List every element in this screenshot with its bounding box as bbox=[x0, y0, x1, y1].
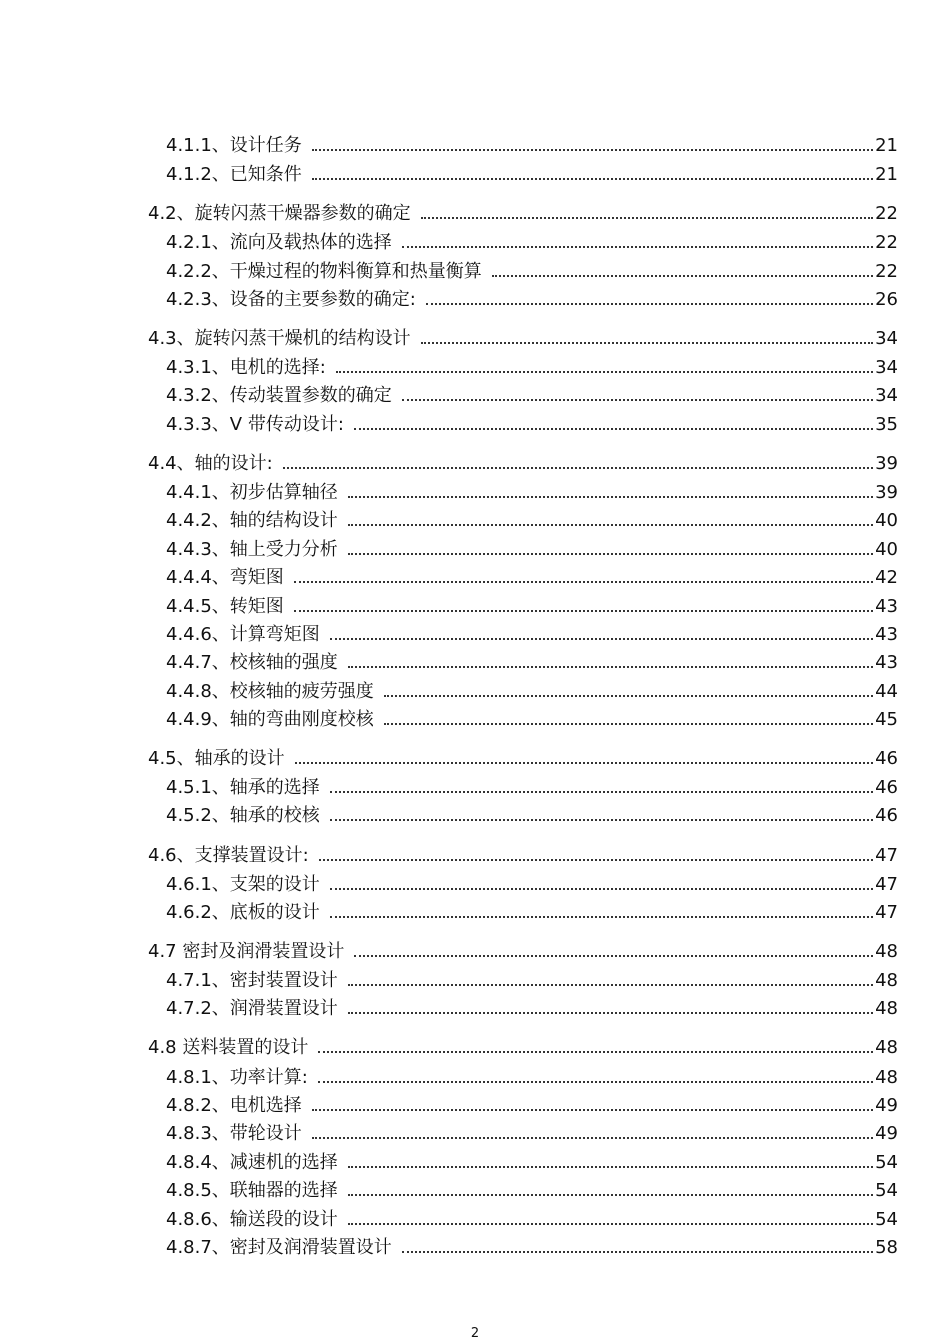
toc-entry-page: 22 bbox=[875, 203, 898, 224]
toc-entry-page: 34 bbox=[875, 385, 898, 406]
toc-entry-title: 4.3.1、电机的选择: bbox=[166, 357, 326, 378]
toc-entry bbox=[148, 940, 898, 964]
dot-leader bbox=[402, 1251, 873, 1253]
toc-entry-page: 35 bbox=[875, 414, 898, 435]
dot-leader bbox=[330, 888, 873, 890]
toc-entry-page: 39 bbox=[875, 453, 898, 474]
toc-entry bbox=[166, 356, 898, 380]
toc-entry-title: 4.3.2、传动装置参数的确定 bbox=[166, 385, 392, 406]
toc-entry bbox=[166, 260, 898, 284]
toc-entry bbox=[166, 804, 898, 828]
toc-entry bbox=[148, 452, 898, 476]
toc-entry bbox=[148, 844, 898, 868]
toc-entry-page: 54 bbox=[875, 1152, 898, 1173]
toc-entry-page: 48 bbox=[875, 998, 898, 1019]
toc-entry bbox=[166, 901, 898, 925]
dot-leader bbox=[294, 610, 873, 612]
dot-leader bbox=[348, 1194, 873, 1196]
dot-leader bbox=[421, 217, 873, 219]
toc-entry-title: 4.8.6、输送段的设计 bbox=[166, 1209, 338, 1230]
toc-entry-title: 4.7 密封及润滑装置设计 bbox=[148, 941, 345, 962]
toc-entry bbox=[166, 1236, 898, 1260]
toc-entry-title: 4.7.1、密封装置设计 bbox=[166, 970, 338, 991]
dot-leader bbox=[312, 1137, 873, 1139]
toc-entry bbox=[166, 708, 898, 732]
toc-entry bbox=[166, 134, 898, 158]
dot-leader bbox=[330, 791, 873, 793]
dot-leader bbox=[492, 275, 873, 277]
toc-entry-page: 26 bbox=[875, 289, 898, 310]
dot-leader bbox=[295, 762, 873, 764]
toc-entry-title: 4.4.5、转矩图 bbox=[166, 596, 284, 617]
toc-entry-page: 34 bbox=[875, 328, 898, 349]
dot-leader bbox=[319, 859, 873, 861]
toc-entry bbox=[166, 288, 898, 312]
dot-leader bbox=[294, 581, 873, 583]
toc-entry-page: 49 bbox=[875, 1095, 898, 1116]
toc-entry-page: 48 bbox=[875, 941, 898, 962]
dot-leader bbox=[384, 723, 873, 725]
toc-entry-page: 47 bbox=[875, 902, 898, 923]
toc-entry-title: 4.8 送料装置的设计 bbox=[148, 1037, 309, 1058]
dot-leader bbox=[421, 342, 873, 344]
toc-entry bbox=[148, 747, 898, 771]
toc-entry-title: 4.4.3、轴上受力分析 bbox=[166, 539, 338, 560]
toc-entry-title: 4.3、旋转闪蒸干燥机的结构设计 bbox=[148, 328, 411, 349]
toc-entry-page: 47 bbox=[875, 874, 898, 895]
dot-leader bbox=[348, 553, 873, 555]
toc-entry-title: 4.2.3、设备的主要参数的确定: bbox=[166, 289, 416, 310]
toc-entry-page: 21 bbox=[875, 135, 898, 156]
toc-entry-page: 43 bbox=[875, 596, 898, 617]
toc-entry bbox=[166, 384, 898, 408]
toc-entry bbox=[166, 1122, 898, 1146]
toc-entry-page: 40 bbox=[875, 539, 898, 560]
toc-entry bbox=[166, 1094, 898, 1118]
toc-entry bbox=[166, 509, 898, 533]
toc-entry-title: 4.8.1、功率计算: bbox=[166, 1067, 308, 1088]
toc-entry-page: 54 bbox=[875, 1180, 898, 1201]
toc-entry-page: 49 bbox=[875, 1123, 898, 1144]
toc-entry bbox=[166, 776, 898, 800]
toc-entry-title: 4.4.9、轴的弯曲刚度校核 bbox=[166, 709, 374, 730]
toc-entry-title: 4.2.1、流向及载热体的选择 bbox=[166, 232, 392, 253]
toc-entry-title: 4.8.7、密封及润滑装置设计 bbox=[166, 1237, 392, 1258]
toc-entry-page: 44 bbox=[875, 681, 898, 702]
toc-entry bbox=[166, 873, 898, 897]
toc-entry-page: 47 bbox=[875, 845, 898, 866]
toc-entry bbox=[166, 997, 898, 1021]
toc-entry bbox=[166, 163, 898, 187]
toc-entry-page: 22 bbox=[875, 261, 898, 282]
toc-entry bbox=[166, 651, 898, 675]
toc-entry bbox=[166, 481, 898, 505]
toc-entry-page: 40 bbox=[875, 510, 898, 531]
toc-entry bbox=[166, 680, 898, 704]
toc-entry bbox=[166, 595, 898, 619]
toc-entry-title: 4.6、支撑装置设计: bbox=[148, 845, 309, 866]
dot-leader bbox=[426, 303, 873, 305]
toc-entry-title: 4.4.7、校核轴的强度 bbox=[166, 652, 338, 673]
dot-leader bbox=[402, 246, 873, 248]
dot-leader bbox=[330, 638, 873, 640]
toc-entry-title: 4.6.2、底板的设计 bbox=[166, 902, 320, 923]
toc-entry-title: 4.5.1、轴承的选择 bbox=[166, 777, 320, 798]
toc-entry-title: 4.7.2、润滑装置设计 bbox=[166, 998, 338, 1019]
toc-entry-page: 45 bbox=[875, 709, 898, 730]
toc-entry-title: 4.4.4、弯矩图 bbox=[166, 567, 284, 588]
dot-leader bbox=[318, 1051, 873, 1053]
toc-entry-page: 43 bbox=[875, 652, 898, 673]
dot-leader bbox=[354, 428, 873, 430]
toc-entry-page: 43 bbox=[875, 624, 898, 645]
dot-leader bbox=[348, 666, 873, 668]
dot-leader bbox=[336, 371, 873, 373]
dot-leader bbox=[348, 524, 873, 526]
toc-entry-title: 4.4.6、计算弯矩图 bbox=[166, 624, 320, 645]
toc-entry bbox=[166, 1066, 898, 1090]
toc-entry-title: 4.3.3、V 带传动设计: bbox=[166, 414, 344, 435]
dot-leader bbox=[312, 1109, 873, 1111]
dot-leader bbox=[348, 496, 873, 498]
toc-entry-title: 4.4.2、轴的结构设计 bbox=[166, 510, 338, 531]
toc-entry bbox=[166, 1151, 898, 1175]
toc-entry-title: 4.8.3、带轮设计 bbox=[166, 1123, 302, 1144]
toc-entry-page: 22 bbox=[875, 232, 898, 253]
toc-entry-title: 4.1.2、已知条件 bbox=[166, 164, 302, 185]
toc-entry-page: 48 bbox=[875, 970, 898, 991]
dot-leader bbox=[330, 916, 873, 918]
toc-entry-page: 54 bbox=[875, 1209, 898, 1230]
toc-entry-title: 4.8.5、联轴器的选择 bbox=[166, 1180, 338, 1201]
toc-entry bbox=[148, 327, 898, 351]
toc-entry-title: 4.4.8、校核轴的疲劳强度 bbox=[166, 681, 374, 702]
toc-entry-title: 4.2.2、干燥过程的物料衡算和热量衡算 bbox=[166, 261, 482, 282]
toc-entry-title: 4.8.4、减速机的选择 bbox=[166, 1152, 338, 1173]
toc-entry-page: 39 bbox=[875, 482, 898, 503]
toc-entry-title: 4.4.1、初步估算轴径 bbox=[166, 482, 338, 503]
toc-entry-page: 46 bbox=[875, 748, 898, 769]
toc-entry-page: 48 bbox=[875, 1067, 898, 1088]
toc-entry bbox=[166, 1179, 898, 1203]
toc-entry-page: 46 bbox=[875, 777, 898, 798]
dot-leader bbox=[318, 1081, 873, 1083]
toc-entry bbox=[148, 1036, 898, 1060]
toc-entry-title: 4.4、轴的设计: bbox=[148, 453, 273, 474]
toc-entry bbox=[166, 1208, 898, 1232]
toc-entry-title: 4.2、旋转闪蒸干燥器参数的确定 bbox=[148, 203, 411, 224]
toc-entry bbox=[166, 231, 898, 255]
toc-entry bbox=[166, 969, 898, 993]
dot-leader bbox=[384, 695, 873, 697]
toc-entry-page: 48 bbox=[875, 1037, 898, 1058]
dot-leader bbox=[348, 1166, 873, 1168]
toc-entry bbox=[166, 623, 898, 647]
dot-leader bbox=[283, 467, 873, 469]
dot-leader bbox=[312, 149, 873, 151]
toc-entry-title: 4.1.1、设计任务 bbox=[166, 135, 302, 156]
toc-entry bbox=[166, 538, 898, 562]
dot-leader bbox=[312, 178, 873, 180]
toc-entry bbox=[166, 566, 898, 590]
page-number: 2 bbox=[470, 1326, 480, 1341]
toc-entry bbox=[148, 202, 898, 226]
toc-entry-page: 58 bbox=[875, 1237, 898, 1258]
toc-entry-title: 4.5.2、轴承的校核 bbox=[166, 805, 320, 826]
toc-entry-title: 4.6.1、支架的设计 bbox=[166, 874, 320, 895]
dot-leader bbox=[348, 1223, 873, 1225]
toc-entry-page: 21 bbox=[875, 164, 898, 185]
toc-entry-page: 46 bbox=[875, 805, 898, 826]
toc-entry-title: 4.8.2、电机选择 bbox=[166, 1095, 302, 1116]
toc-entry-page: 34 bbox=[875, 357, 898, 378]
dot-leader bbox=[330, 819, 873, 821]
dot-leader bbox=[354, 955, 873, 957]
dot-leader bbox=[402, 399, 873, 401]
dot-leader bbox=[348, 1012, 873, 1014]
toc-entry-title: 4.5、轴承的设计 bbox=[148, 748, 285, 769]
toc-entry-page: 42 bbox=[875, 567, 898, 588]
toc-entry bbox=[166, 413, 898, 437]
dot-leader bbox=[348, 984, 873, 986]
